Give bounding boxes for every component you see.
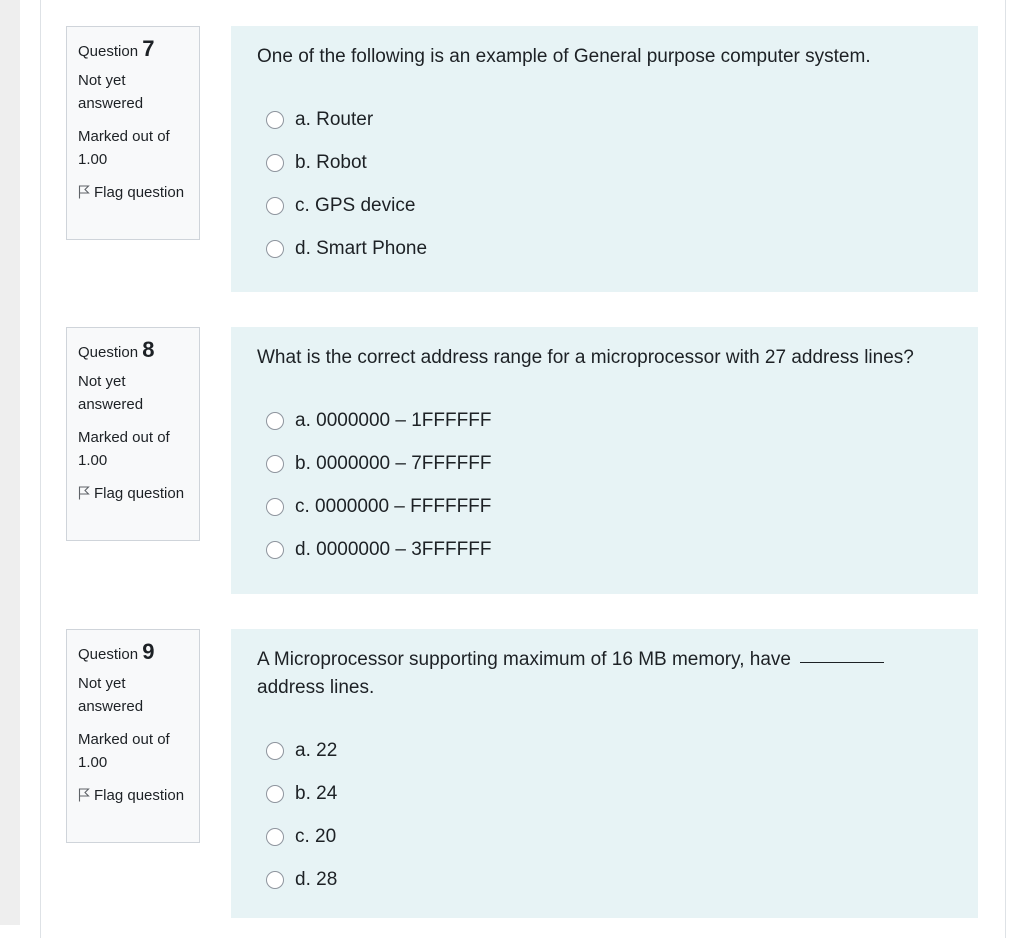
question-grade: Marked out of 1.00 [78, 128, 170, 168]
question-content-8 [231, 327, 978, 594]
answer-option-a[interactable]: a. 22 [257, 729, 952, 772]
question-grade: Marked out of 1.00 [78, 731, 170, 771]
radio-button[interactable] [266, 412, 284, 430]
question-number: Question 9 [78, 639, 155, 664]
flag-question-link[interactable]: Flag question [78, 482, 189, 505]
question-content-7 [231, 26, 978, 292]
radio-button[interactable] [266, 240, 284, 258]
answer-option-d[interactable]: d. Smart Phone [257, 227, 952, 270]
question-info-8 [66, 327, 200, 541]
answer-option-b[interactable]: b. Robot [257, 141, 952, 184]
left-gutter [0, 0, 20, 925]
radio-button[interactable] [266, 111, 284, 129]
flag-icon [78, 788, 90, 802]
answer-option-c[interactable]: c. GPS device [257, 184, 952, 227]
question-number: Question 7 [78, 36, 155, 61]
question-text: A Microprocessor supporting maximum of 16 MB memory, have address lines. [257, 646, 952, 702]
answer-option-d[interactable]: d. 28 [257, 858, 952, 901]
radio-button[interactable] [266, 871, 284, 889]
answer-option-b[interactable]: b. 24 [257, 772, 952, 815]
question-info-9 [66, 629, 200, 843]
question-state: Not yet answered [78, 373, 144, 413]
radio-button[interactable] [266, 154, 284, 172]
flag-question-link[interactable]: Flag question [78, 784, 189, 807]
radio-button[interactable] [266, 498, 284, 516]
answer-option-c[interactable]: c. 0000000 – FFFFFFF [257, 485, 952, 528]
answer-option-a[interactable]: a. 0000000 – 1FFFFFF [257, 399, 952, 442]
flag-question-link[interactable]: Flag question [78, 181, 189, 204]
question-text: One of the following is an example of General purpose computer system. [257, 46, 871, 67]
question-text: What is the correct address range for a microprocessor with 27 address lines? [257, 347, 914, 368]
radio-button[interactable] [266, 541, 284, 559]
flag-icon [78, 486, 90, 500]
radio-button[interactable] [266, 828, 284, 846]
question-state: Not yet answered [78, 72, 144, 112]
radio-button[interactable] [266, 455, 284, 473]
answer-option-c[interactable]: c. 20 [257, 815, 952, 858]
answer-option-a[interactable]: a. Router [257, 98, 952, 141]
question-number: Question 8 [78, 337, 155, 362]
radio-button[interactable] [266, 197, 284, 215]
answer-blank [800, 662, 884, 663]
question-content-9 [231, 629, 978, 918]
radio-button[interactable] [266, 742, 284, 760]
answer-option-d[interactable]: d. 0000000 – 3FFFFFF [257, 528, 952, 571]
radio-button[interactable] [266, 785, 284, 803]
question-grade: Marked out of 1.00 [78, 429, 170, 469]
question-state: Not yet answered [78, 675, 144, 715]
question-info-7 [66, 26, 200, 240]
answer-option-b[interactable]: b. 0000000 – 7FFFFFF [257, 442, 952, 485]
flag-icon [78, 185, 90, 199]
